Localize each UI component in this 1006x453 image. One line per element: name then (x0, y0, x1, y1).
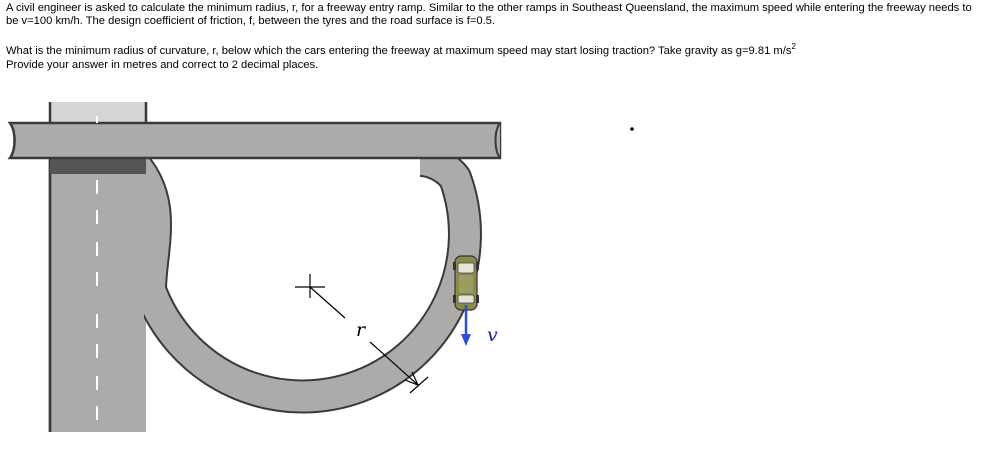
ramp-loop (130, 160, 465, 396)
velocity-label: v (487, 324, 498, 346)
car-icon (453, 256, 479, 310)
radius-line-upper (310, 287, 345, 318)
overpass-shadow (50, 158, 146, 174)
overpass-road (10, 123, 500, 158)
exponent-superscript: 2 (791, 42, 796, 51)
question-line-2: be v=100 km/h. The design coefficient of friction, f, between the tyres and the road surface is f=0.5. (6, 15, 496, 27)
radius-end-tick (410, 377, 428, 393)
question-line-3-text: What is the minimum radius of curvature, r, below which the cars entering the freeway at maximum speed may start losing traction? Take gravity as g=9.81 m/s (6, 45, 792, 57)
question-line-4: Provide your answer in metres and correct to 2 decimal places. (6, 59, 319, 71)
vertical-road-fill (52, 160, 144, 432)
stray-dot (630, 127, 634, 131)
question-line-1: A civil engineer is asked to calculate the minimum radius, r, for a freeway entry ramp. Similar to the other ramps in Southeast Queensland, the maximum speed while entering the freeway needs to (6, 2, 972, 14)
radius-label: r (356, 319, 366, 341)
